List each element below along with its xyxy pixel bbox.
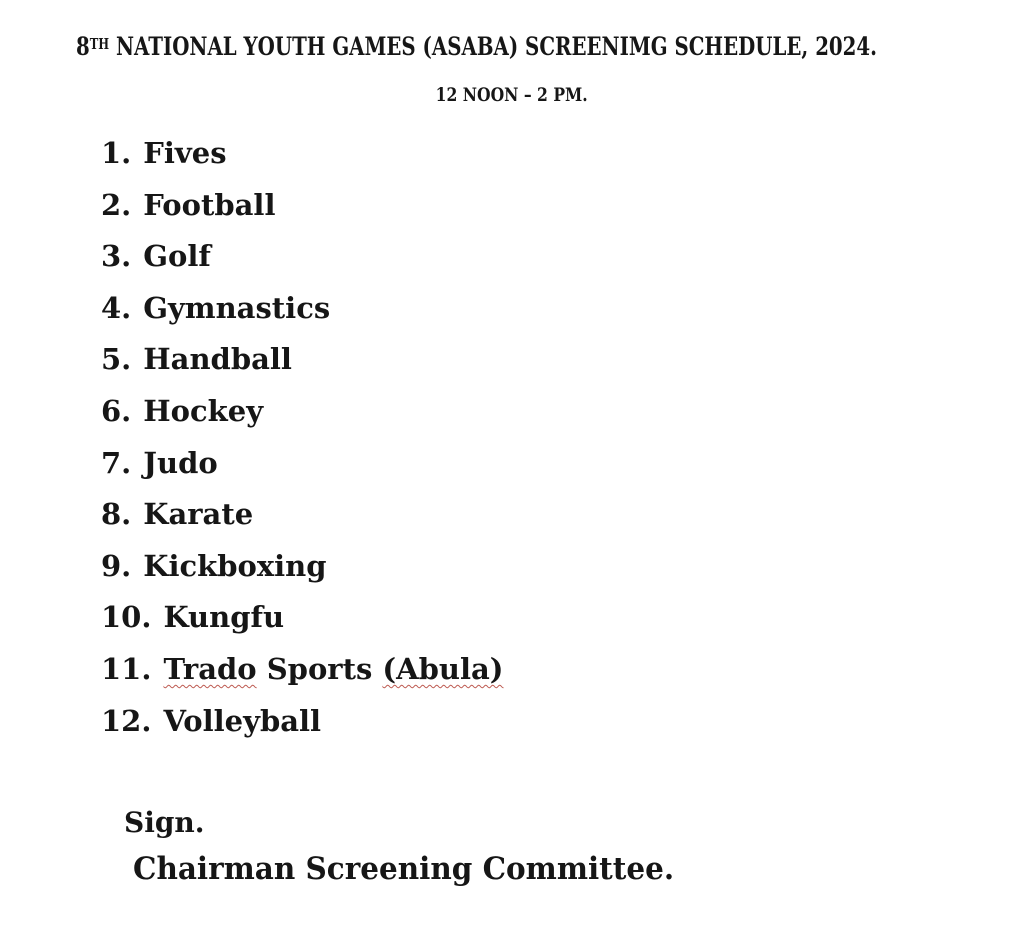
list-item-label: Kickboxing bbox=[143, 548, 327, 583]
list-item-label: Volleyball bbox=[163, 703, 322, 738]
list-item bbox=[101, 386, 504, 438]
list-item-number: 6. bbox=[101, 393, 132, 428]
list-item-label: Judo bbox=[143, 445, 218, 480]
list-item bbox=[101, 592, 504, 644]
list-item bbox=[101, 541, 504, 593]
list-item-label: Handball bbox=[143, 342, 292, 377]
list-item-label bbox=[163, 652, 503, 686]
misspelled-word: Trado bbox=[163, 651, 257, 686]
document-title-text bbox=[76, 32, 877, 61]
list-item-number: 10. bbox=[101, 600, 152, 635]
list-item-number: 12. bbox=[101, 703, 152, 738]
list-item-label: Golf bbox=[143, 239, 211, 274]
list-item-number: 8. bbox=[101, 497, 132, 532]
list-item-number: 2. bbox=[101, 187, 132, 222]
list-item-label: Gymnastics bbox=[143, 290, 331, 325]
list-item bbox=[101, 231, 504, 283]
sign-label: Sign. bbox=[124, 806, 205, 839]
document-title bbox=[76, 32, 1024, 61]
list-item-number: 9. bbox=[101, 548, 132, 583]
time-subtitle-row bbox=[0, 84, 1024, 106]
time-subtitle: 12 NOON – 2 PM. bbox=[435, 84, 589, 106]
title-ordinal-superscript: TH bbox=[89, 35, 110, 53]
list-item-label: Hockey bbox=[143, 393, 264, 428]
list-item bbox=[101, 128, 504, 180]
list-item bbox=[101, 489, 504, 541]
list-item-number: 11. bbox=[101, 651, 152, 686]
list-item bbox=[101, 180, 504, 232]
list-item-label: Kungfu bbox=[163, 600, 285, 635]
chairman-line bbox=[133, 851, 703, 887]
list-item bbox=[101, 334, 504, 386]
list-item-number: 1. bbox=[101, 136, 132, 170]
list-item-label: Fives bbox=[143, 136, 227, 170]
list-item bbox=[101, 696, 504, 748]
title-rest: NATIONAL YOUTH GAMES (ASABA) SCREENIMG SCHEDULE, 2024. bbox=[109, 32, 878, 61]
sports-list bbox=[101, 128, 504, 747]
chairman-label: Chairman Screening Committee. bbox=[133, 851, 675, 887]
misspelled-word: (Abula) bbox=[382, 651, 504, 686]
list-item-number: 3. bbox=[101, 239, 132, 274]
list-item-label-middle: Sports bbox=[256, 651, 383, 686]
list-item bbox=[101, 644, 504, 696]
list-item-number: 5. bbox=[101, 342, 132, 377]
title-number: 8 bbox=[76, 32, 90, 61]
list-item-number: 4. bbox=[101, 290, 132, 325]
list-item-number: 7. bbox=[101, 445, 132, 480]
list-item bbox=[101, 438, 504, 490]
list-item-label: Karate bbox=[143, 497, 254, 532]
list-item bbox=[101, 283, 504, 335]
list-item-label: Football bbox=[143, 187, 276, 222]
